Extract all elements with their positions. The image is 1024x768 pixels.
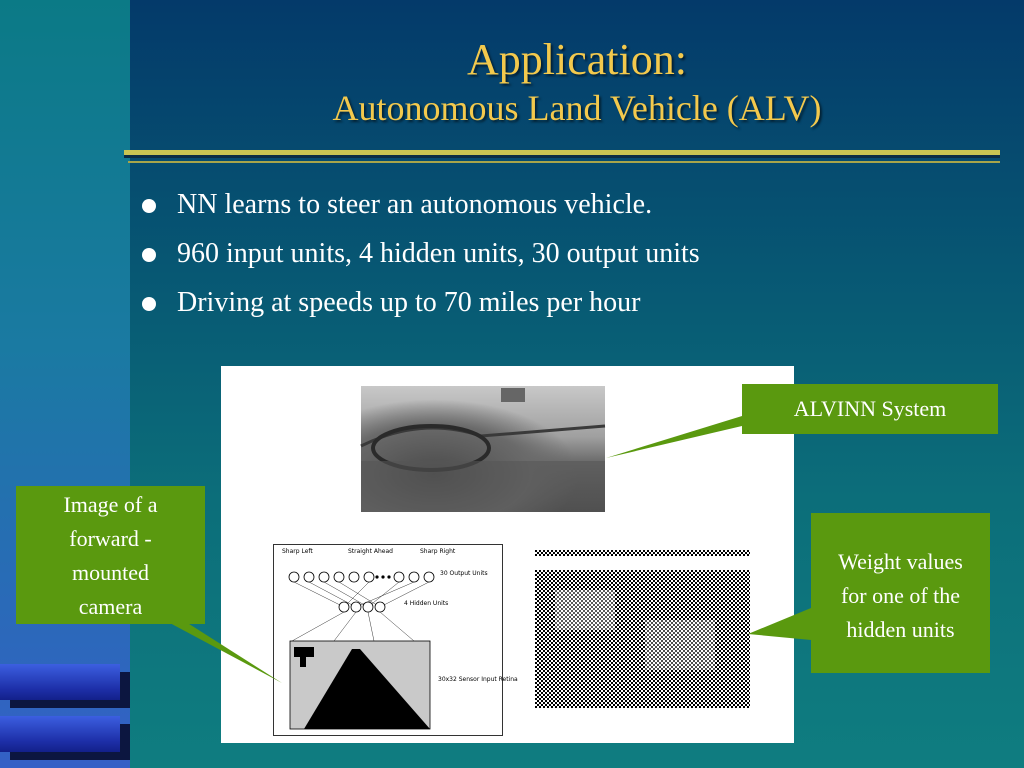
bullet-text: NN learns to steer an autonomous vehicle.	[177, 189, 653, 220]
label-retina: 30x32 Sensor Input Retina	[438, 676, 518, 683]
label-straight-ahead: Straight Ahead	[348, 548, 393, 555]
callout-weights-line: hidden units	[846, 617, 955, 642]
bullet-text: 960 input units, 4 hidden units, 30 output units	[177, 238, 700, 269]
callout-camera-line: Image of a	[63, 492, 158, 517]
callout-camera-line: mounted	[72, 560, 149, 585]
title-line-1: Application:	[467, 35, 687, 84]
bullet-text: Driving at speeds up to 70 miles per hour	[177, 287, 641, 318]
camera-pointer	[168, 622, 282, 683]
label-output: 30 Output Units	[440, 570, 488, 577]
alvinn-pointer	[606, 416, 742, 458]
callout-alvinn: ALVINN System	[742, 384, 998, 434]
label-sharp-left: Sharp Left	[282, 548, 313, 555]
callout-weights-line: for one of the	[840, 583, 961, 608]
label-hidden: 4 Hidden Units	[404, 600, 449, 607]
callout-camera	[16, 486, 205, 624]
title-line-2: Autonomous Land Vehicle (ALV)	[332, 88, 822, 128]
callout-weights	[811, 513, 990, 673]
label-sharp-right: Sharp Right	[420, 548, 456, 555]
callout-camera-line: camera	[78, 594, 143, 619]
callout-camera-line: forward -	[69, 526, 152, 551]
callout-weights-line: Weight values	[838, 549, 963, 574]
weights-pointer	[748, 608, 811, 640]
